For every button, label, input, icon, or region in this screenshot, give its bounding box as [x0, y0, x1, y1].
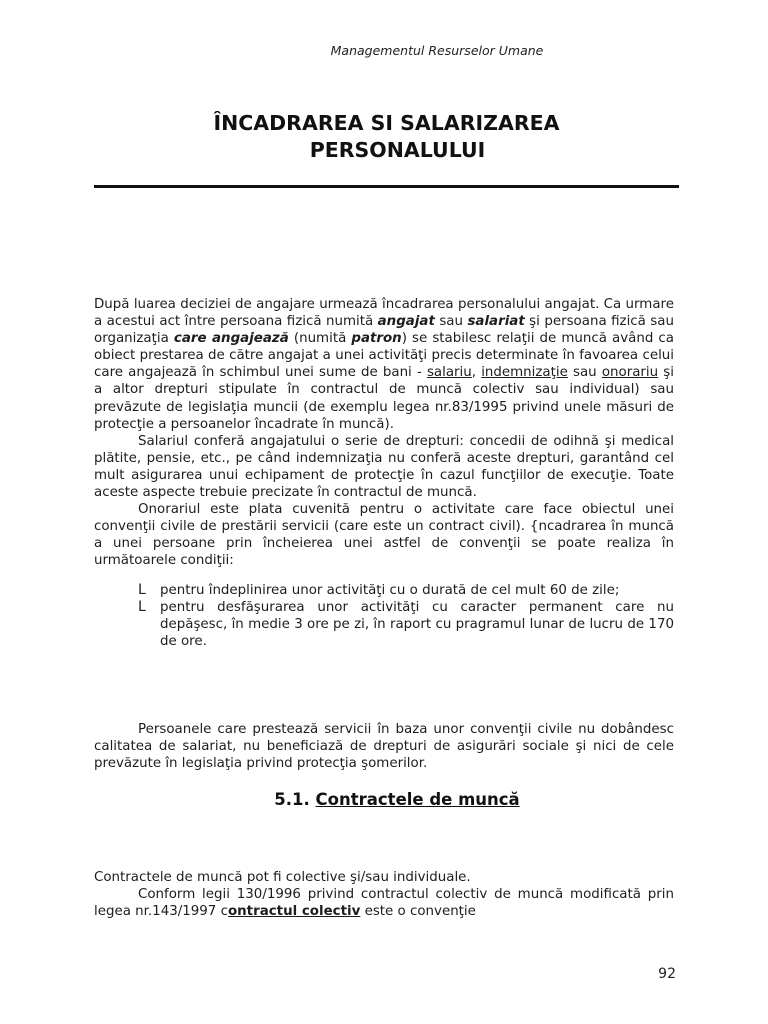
text-run: După luarea deciziei de angajare urmează încadrarea personalului angajat. Ca urmare a acestui act între persoana fizică numită [94, 297, 674, 330]
conditions-list [94, 582, 674, 650]
text-run: şi persoana fizică sau organizaţia [94, 314, 674, 347]
term-angajat: angajat [377, 314, 435, 330]
list-item [94, 582, 674, 599]
term-salariu: salariu [426, 365, 472, 381]
bullet-icon: L [138, 598, 146, 615]
section-heading [0, 790, 768, 809]
text-run: este o convenţie [360, 904, 476, 920]
paragraph-6 [94, 886, 674, 920]
paragraph-3: Onorariul este plata cuvenită pentru o activitate care face obiectul unei convenţii civile de prestării servicii (care este un contract civil). {ncadrarea în muncă a unei persoane prin încheierea unei astfel de convenţii se poate realiza în următoarele condiţii: [94, 502, 674, 569]
paragraph-1 [94, 296, 674, 433]
term-contractul-colectiv: ontractul colectiv [227, 904, 361, 920]
body-block-2 [94, 721, 674, 772]
section-title: Contractele de muncă [315, 790, 520, 809]
term-indemnizatie: indemnizaţie [481, 365, 568, 381]
term-patron: patron [351, 331, 402, 347]
term-care-angajeaza: care angajează [173, 331, 289, 347]
text-run: ) se stabilesc relaţii de muncă având ca obiect prestarea de către angajat a unei activităţi precis determinate în favoarea celui care angajează în schimbul unei sume de bani - [94, 331, 674, 381]
running-header: Managementul Resurselor Umane [330, 43, 544, 58]
body-block-1 [94, 296, 674, 662]
page-number: 92 [658, 966, 676, 982]
paragraph-2: Salariul conferă angajatului o serie de drepturi: concedii de odihnă şi medical plătite, pensie, etc., pe când indemnizaţia nu conferă aceste drepturi, garantând cel mult asigurarea unui echipament de protecţie în cazul funcţiilor de execuţie. Toate aceste aspecte trebuie precizate în contractul de muncă. [94, 433, 674, 501]
bullet-icon: L [138, 581, 146, 598]
chapter-title-line1: ÎNCADRAREA SI SALARIZAREA [213, 111, 560, 135]
list-item [94, 599, 674, 650]
text-run: (numită [288, 331, 352, 347]
text-run: sau [567, 365, 602, 381]
term-onorariu: onorariu [601, 365, 659, 381]
title-divider [94, 185, 679, 188]
list-item-text: pentru desfăşurarea unor activităţi cu caracter permanent care nu depăşesc, în medie 3 ore pe zi, în raport cu pragramul lunar de lucru de 170 de ore. [160, 599, 674, 649]
term-salariat: salariat [467, 314, 525, 330]
chapter-title [94, 110, 679, 164]
paragraph-5: Contractele de muncă pot fi colective şi/sau individuale. [94, 870, 471, 885]
text-run: Conform legii 130/1996 privind contractul colectiv de muncă modificată prin legea nr.143/1997 c [94, 887, 674, 920]
paragraph-4: Persoanele care prestează servicii în baza unor convenţii civile nu dobândesc calitatea de salariat, nu beneficiază de drepturi de asigurări sociale şi nici de cele prevăzute în legislaţia privind protecţia şomerilor. [94, 722, 674, 772]
text-run: , [471, 365, 482, 381]
chapter-title-line2: PERSONALULUI [309, 138, 486, 162]
text-run: sau [434, 314, 468, 330]
body-block-3 [94, 869, 674, 920]
section-number: 5.1. [274, 790, 310, 809]
list-item-text: pentru îndeplinirea unor activităţi cu o durată de cel mult 60 de zile; [160, 582, 620, 598]
text-run: şi a altor drepturi stipulate în contractul de muncă colectiv sau individual) sau prevăzute de legislaţia muncii (de exemplu legea nr.83/1995 privind unele măsuri de protecţie a persoanelor încadrate în muncă). [94, 365, 674, 432]
